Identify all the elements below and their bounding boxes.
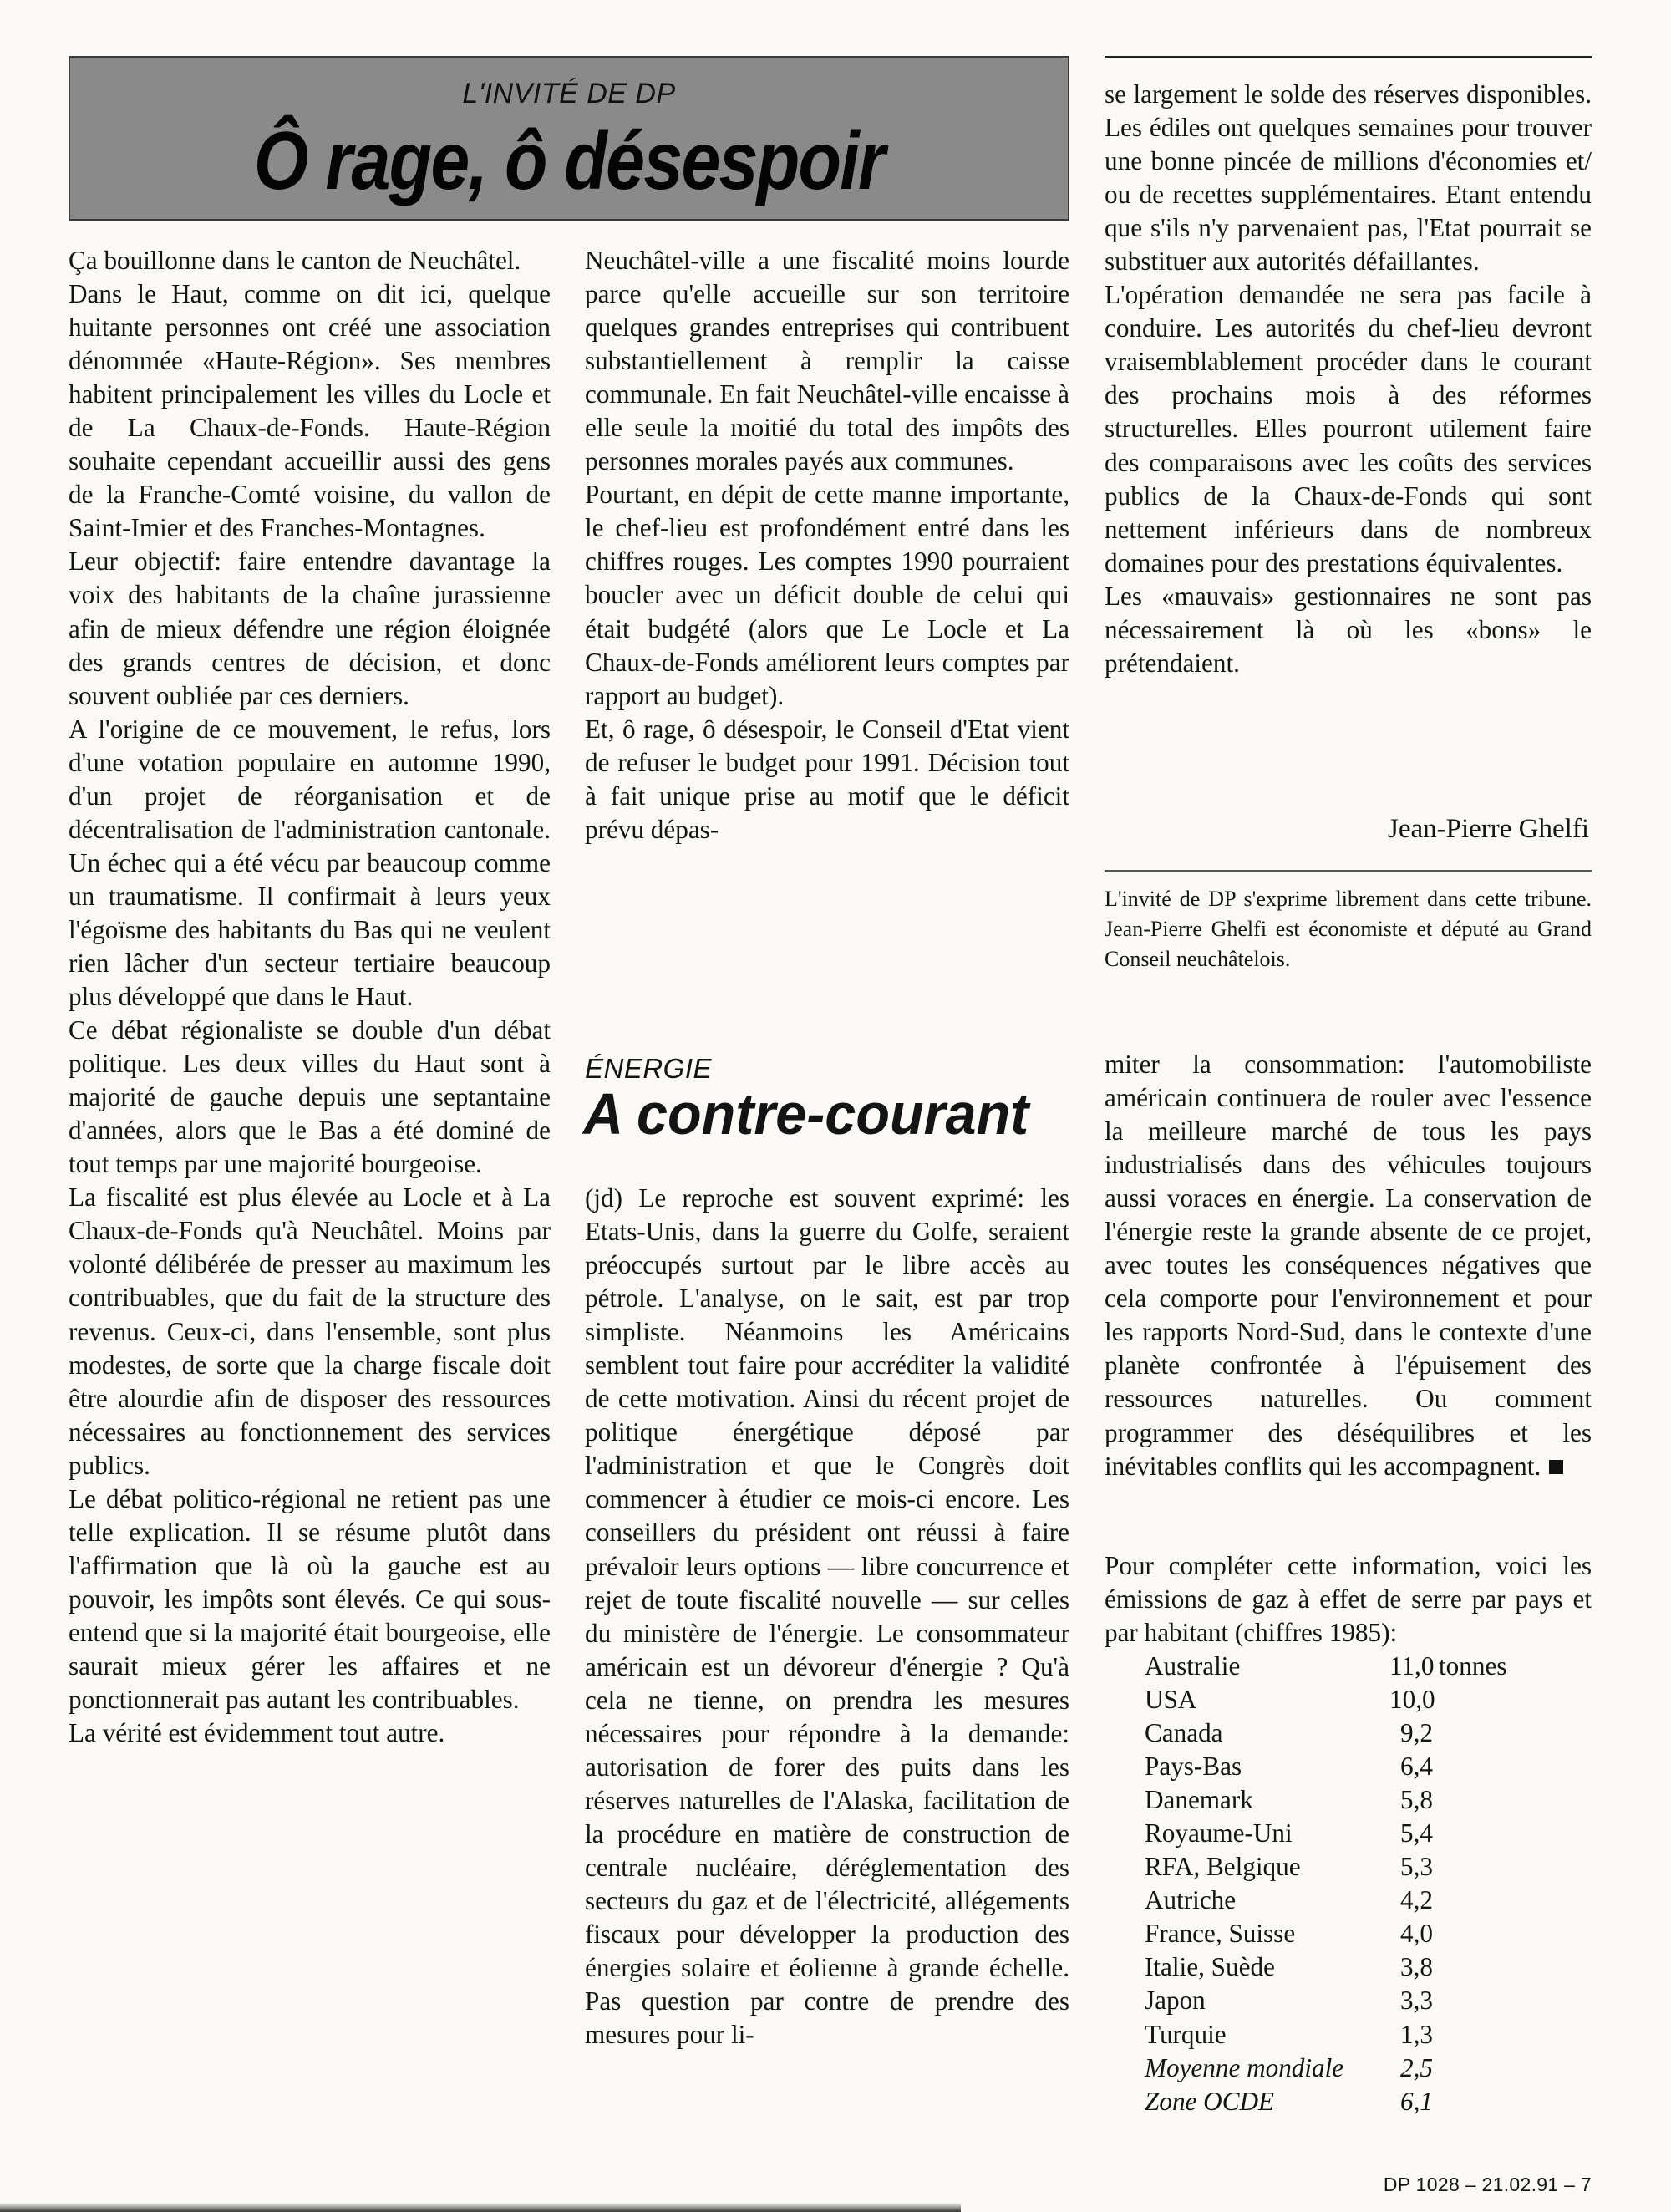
- table-row: [1145, 2018, 1562, 2052]
- page-footer: DP 1028 – 21.02.91 – 7: [1383, 2174, 1592, 2195]
- paragraph: La vérité est évidemment tout autre.: [69, 1718, 445, 1748]
- table-row: [1145, 1950, 1562, 1984]
- country-name: USA: [1145, 1685, 1197, 1715]
- paragraph: Pour compléter cette information, voici les émissions de gaz à effet de serre par pays et par habitant (chiffres 1985):: [1105, 1551, 1592, 1648]
- article1-column-3: [1105, 78, 1592, 680]
- column-top-rule: [1105, 56, 1592, 58]
- emission-value: 5,8: [1400, 1785, 1433, 1815]
- paragraph: A l'origine de ce mouvement, le refus, lors d'une votation populaire en automne 1990, d'un projet de réorganisation et de décentralisation de l'administration cantonale. Un échec qui a été vécu par beaucoup comme un traumatisme. Il confirmait à leurs yeux l'égoïsme des habitants du Bas qui ne veulent rien lâcher d'un secteur tertiaire beaucoup plus développé que dans le Haut.: [69, 714, 551, 1012]
- table-row: [1145, 1750, 1562, 1783]
- country-name: Turquie: [1145, 2019, 1227, 2049]
- end-of-article-square-icon: [1549, 1460, 1563, 1474]
- table-row: [1145, 1683, 1562, 1716]
- emission-value: 9,2: [1400, 1718, 1433, 1748]
- table-row: [1145, 1650, 1562, 1683]
- section-kicker-energy: ÉNERGIE: [585, 1053, 713, 1084]
- country-name: Danemark: [1145, 1785, 1253, 1815]
- table-row-average: [1145, 2085, 1562, 2118]
- scan-edge-shadow: [0, 2203, 961, 2212]
- paragraph: Le débat politico-régional ne retient pas une telle explication. Il se résume plutôt dans l'affirmation que là où la gauche est au pouvoir, les impôts sont élevés. Ce qui sous-entend que si la majorité était bourgeoise, elle saurait mieux gérer les affaires et ne ponctionnerait pas autant les contribuables.: [69, 1483, 551, 1715]
- country-name: Italie, Suède: [1145, 1952, 1275, 1982]
- emission-value: 6,4: [1400, 1752, 1433, 1782]
- emission-value: 4,2: [1400, 1885, 1433, 1915]
- paragraph: Ce débat régionaliste se double d'un débat politique. Les deux villes du Haut sont à majorité de gauche depuis une septantaine d'années, alors que le Bas a été dominé de tout temps par une majorité bourgeoise.: [69, 1015, 551, 1179]
- emission-value: 10,0: [1389, 1685, 1435, 1715]
- table-row: [1145, 1917, 1562, 1950]
- country-name: France, Suisse: [1145, 1919, 1296, 1949]
- table-row: [1145, 1884, 1562, 1917]
- note-divider: [1105, 870, 1592, 872]
- section-kicker: L'INVITÉ DE DP: [462, 78, 676, 109]
- paragraph: Leur objectif: faire entendre davantage la voix des habitants de la chaîne jurassienne afin de mieux défendre une région éloignée des grands centres de décision, et donc souvent oubliée par ces derniers.: [69, 547, 551, 710]
- table-row: [1145, 1984, 1562, 2017]
- paragraph-text: miter la consommation: l'automobiliste américain continuera de rouler avec l'essence la meilleure marché de tous les pays industrialisés dans des véhicules toujours aussi voraces en énergie. La conservation de l'énergie reste la grande absente de ce projet, avec toutes les conséquences négatives que cela comporte pour l'environnement et pour les rapports Nord-Sud, dans le contexte d'une planète confrontée à l'épuisement des ressources naturelles. Ou comment programmer des déséquilibres et les inévitables conflits qui les accompagnent.: [1105, 1050, 1592, 1481]
- table-row: [1145, 1783, 1562, 1817]
- emission-value: 3,3: [1400, 1986, 1433, 2016]
- emission-value: 11,0: [1389, 1651, 1435, 1681]
- emission-value: 5,3: [1400, 1852, 1433, 1882]
- paragraph: La fiscalité est plus élevée au Locle et à La Chaux-de-Fonds qu'à Neuchâtel. Moins par volonté délibérée de presser au maximum les contribuables, que du fait de la structure des revenus. Ceux-ci, dans l'ensemble, sont plus modestes, de sorte que la charge fiscale doit être alourdie afin de disposer des ressources nécessaires au fonctionnement des services publics.: [69, 1182, 551, 1480]
- article-title-energy: A contre-courant: [583, 1081, 1029, 1147]
- article1-column-2: [585, 244, 1069, 847]
- author-note: L'invité de DP s'exprime librement dans cette tribune. Jean-Pierre Ghelfi est économiste et député au Grand Conseil neuchâtelois.: [1105, 887, 1592, 971]
- emissions-table: [1145, 1650, 1562, 2118]
- country-name: Canada: [1145, 1718, 1223, 1748]
- paragraph: Les «mauvais» gestionnaires ne sont pas nécessairement là où les «bons» le prétendaient.: [1105, 581, 1592, 678]
- paragraph: Pourtant, en dépit de cette manne importante, le chef-lieu est profondément entré dans les chiffres rouges. Les comptes 1990 pourraient boucler avec un déficit double de celui qui était budgété (alors que Le Locle et La Chaux-de-Fonds améliorent leurs comptes par rapport au budget).: [585, 480, 1069, 710]
- article-title: Ô rage, ô désespoir: [253, 114, 885, 206]
- country-name: Royaume-Uni: [1145, 1818, 1293, 1848]
- paragraph: L'opération demandée ne sera pas facile à conduire. Les autorités du chef-lieu devront vraisemblablement procéder dans le courant des prochains mois à des réformes structurelles. Elles pourront utilement faire des comparaisons avec les coûts des services publics de la Chaux-de-Fonds qui sont nettement inférieurs dans de nombreux domaines pour des prestations équivalentes.: [1105, 280, 1592, 577]
- paragraph: [1105, 1048, 1592, 1483]
- paragraph: Ça bouillonne dans le canton de Neuchâtel.: [69, 246, 521, 275]
- table-row: [1145, 1716, 1562, 1750]
- paragraph: Neuchâtel-ville a une fiscalité moins lourde parce qu'elle accueille sur son territoire quelques grandes entreprises qui contribuent substantiellement à remplir la caisse communale. En fait Neuchâtel-ville encaisse à elle seule la moitié du total des impôts des personnes morales payés aux communes.: [585, 246, 1069, 476]
- article1-column-1: [69, 244, 551, 1750]
- country-name: Autriche: [1145, 1885, 1237, 1915]
- article2-column-3: [1105, 1048, 1592, 1483]
- unit-label: tonnes: [1439, 1651, 1507, 1681]
- emission-value: 4,0: [1400, 1919, 1433, 1949]
- country-name: Pays-Bas: [1145, 1752, 1242, 1782]
- emission-value: 5,4: [1400, 1818, 1433, 1848]
- table-row: [1145, 1850, 1562, 1884]
- paragraph: Dans le Haut, comme on dit ici, quelque huitante personnes ont créé une association dénommée «Haute-Région». Ses membres habitent principalement les villes du Locle et de La Chaux-de-Fonds. Haute-Région souhaite cependant accueillir aussi des gens de la Franche-Comté voisine, du vallon de Saint-Imier et des Franches-Montagnes.: [69, 279, 551, 543]
- paragraph: Et, ô rage, ô désespoir, le Conseil d'Etat vient de refuser le budget pour 1991. Décision tout à fait unique prise au motif que le déficit prévu dépas-: [585, 714, 1069, 844]
- average-label: Moyenne mondiale: [1145, 2052, 1344, 2082]
- emissions-intro: [1105, 1549, 1592, 1650]
- country-name: RFA, Belgique: [1145, 1852, 1301, 1882]
- table-row-average: [1145, 2052, 1562, 2085]
- header-banner: [69, 56, 1069, 221]
- average-value: 2,5: [1400, 2052, 1433, 2082]
- author-signature: Jean-Pierre Ghelfi: [1388, 814, 1589, 844]
- article2-column-2: [585, 1182, 1069, 2052]
- paragraph: se largement le solde des réserves disponibles. Les édiles ont quelques semaines pour trouver une bonne pincée de millions d'économies et/ ou de recettes supplémentaires. Etant entendu que s'ils n'y parvenaient pas, l'Etat pourrait se substituer aux autorités défaillantes.: [1105, 79, 1592, 277]
- country-name: Australie: [1145, 1651, 1241, 1681]
- emission-value: 3,8: [1400, 1952, 1433, 1982]
- average-value: 6,1: [1400, 2086, 1433, 2116]
- paragraph: (jd) Le reproche est souvent exprimé: les Etats-Unis, dans la guerre du Golfe, seraient préoccupés surtout par le libre accès au pétrole. L'analyse, on le sait, est par trop simpliste. Néanmoins les Américains semblent tout faire pour accréditer la validité de cette motivation. Ainsi du récent projet de politique énergétique déposé par l'administration et que le Congrès doit commencer à étudier ce mois-ci encore. Les conseillers du président ont réussi à faire prévaloir leurs options — libre concurrence et rejet de toute fiscalité nouvelle — sur celles du ministère de l'énergie. Le consommateur américain est un dévoreur d'énergie ? Qu'à cela ne tienne, on prendra les mesures nécessaires pour répondre à la demande: autorisation de forer des puits dans les réserves naturelles de l'Alaska, facilitation de la procédure en matière de construction de centrale nucléaire, déréglementation des secteurs du gaz et de l'électricité, allégements fiscaux pour développer la production des énergies solaire et éolienne à grande échelle. Pas question par contre de prendre des mesures pour li-: [585, 1183, 1069, 2050]
- emission-value: 1,3: [1400, 2019, 1433, 2049]
- country-name: Japon: [1145, 1986, 1206, 2016]
- table-row: [1145, 1817, 1562, 1850]
- average-label: Zone OCDE: [1145, 2086, 1275, 2116]
